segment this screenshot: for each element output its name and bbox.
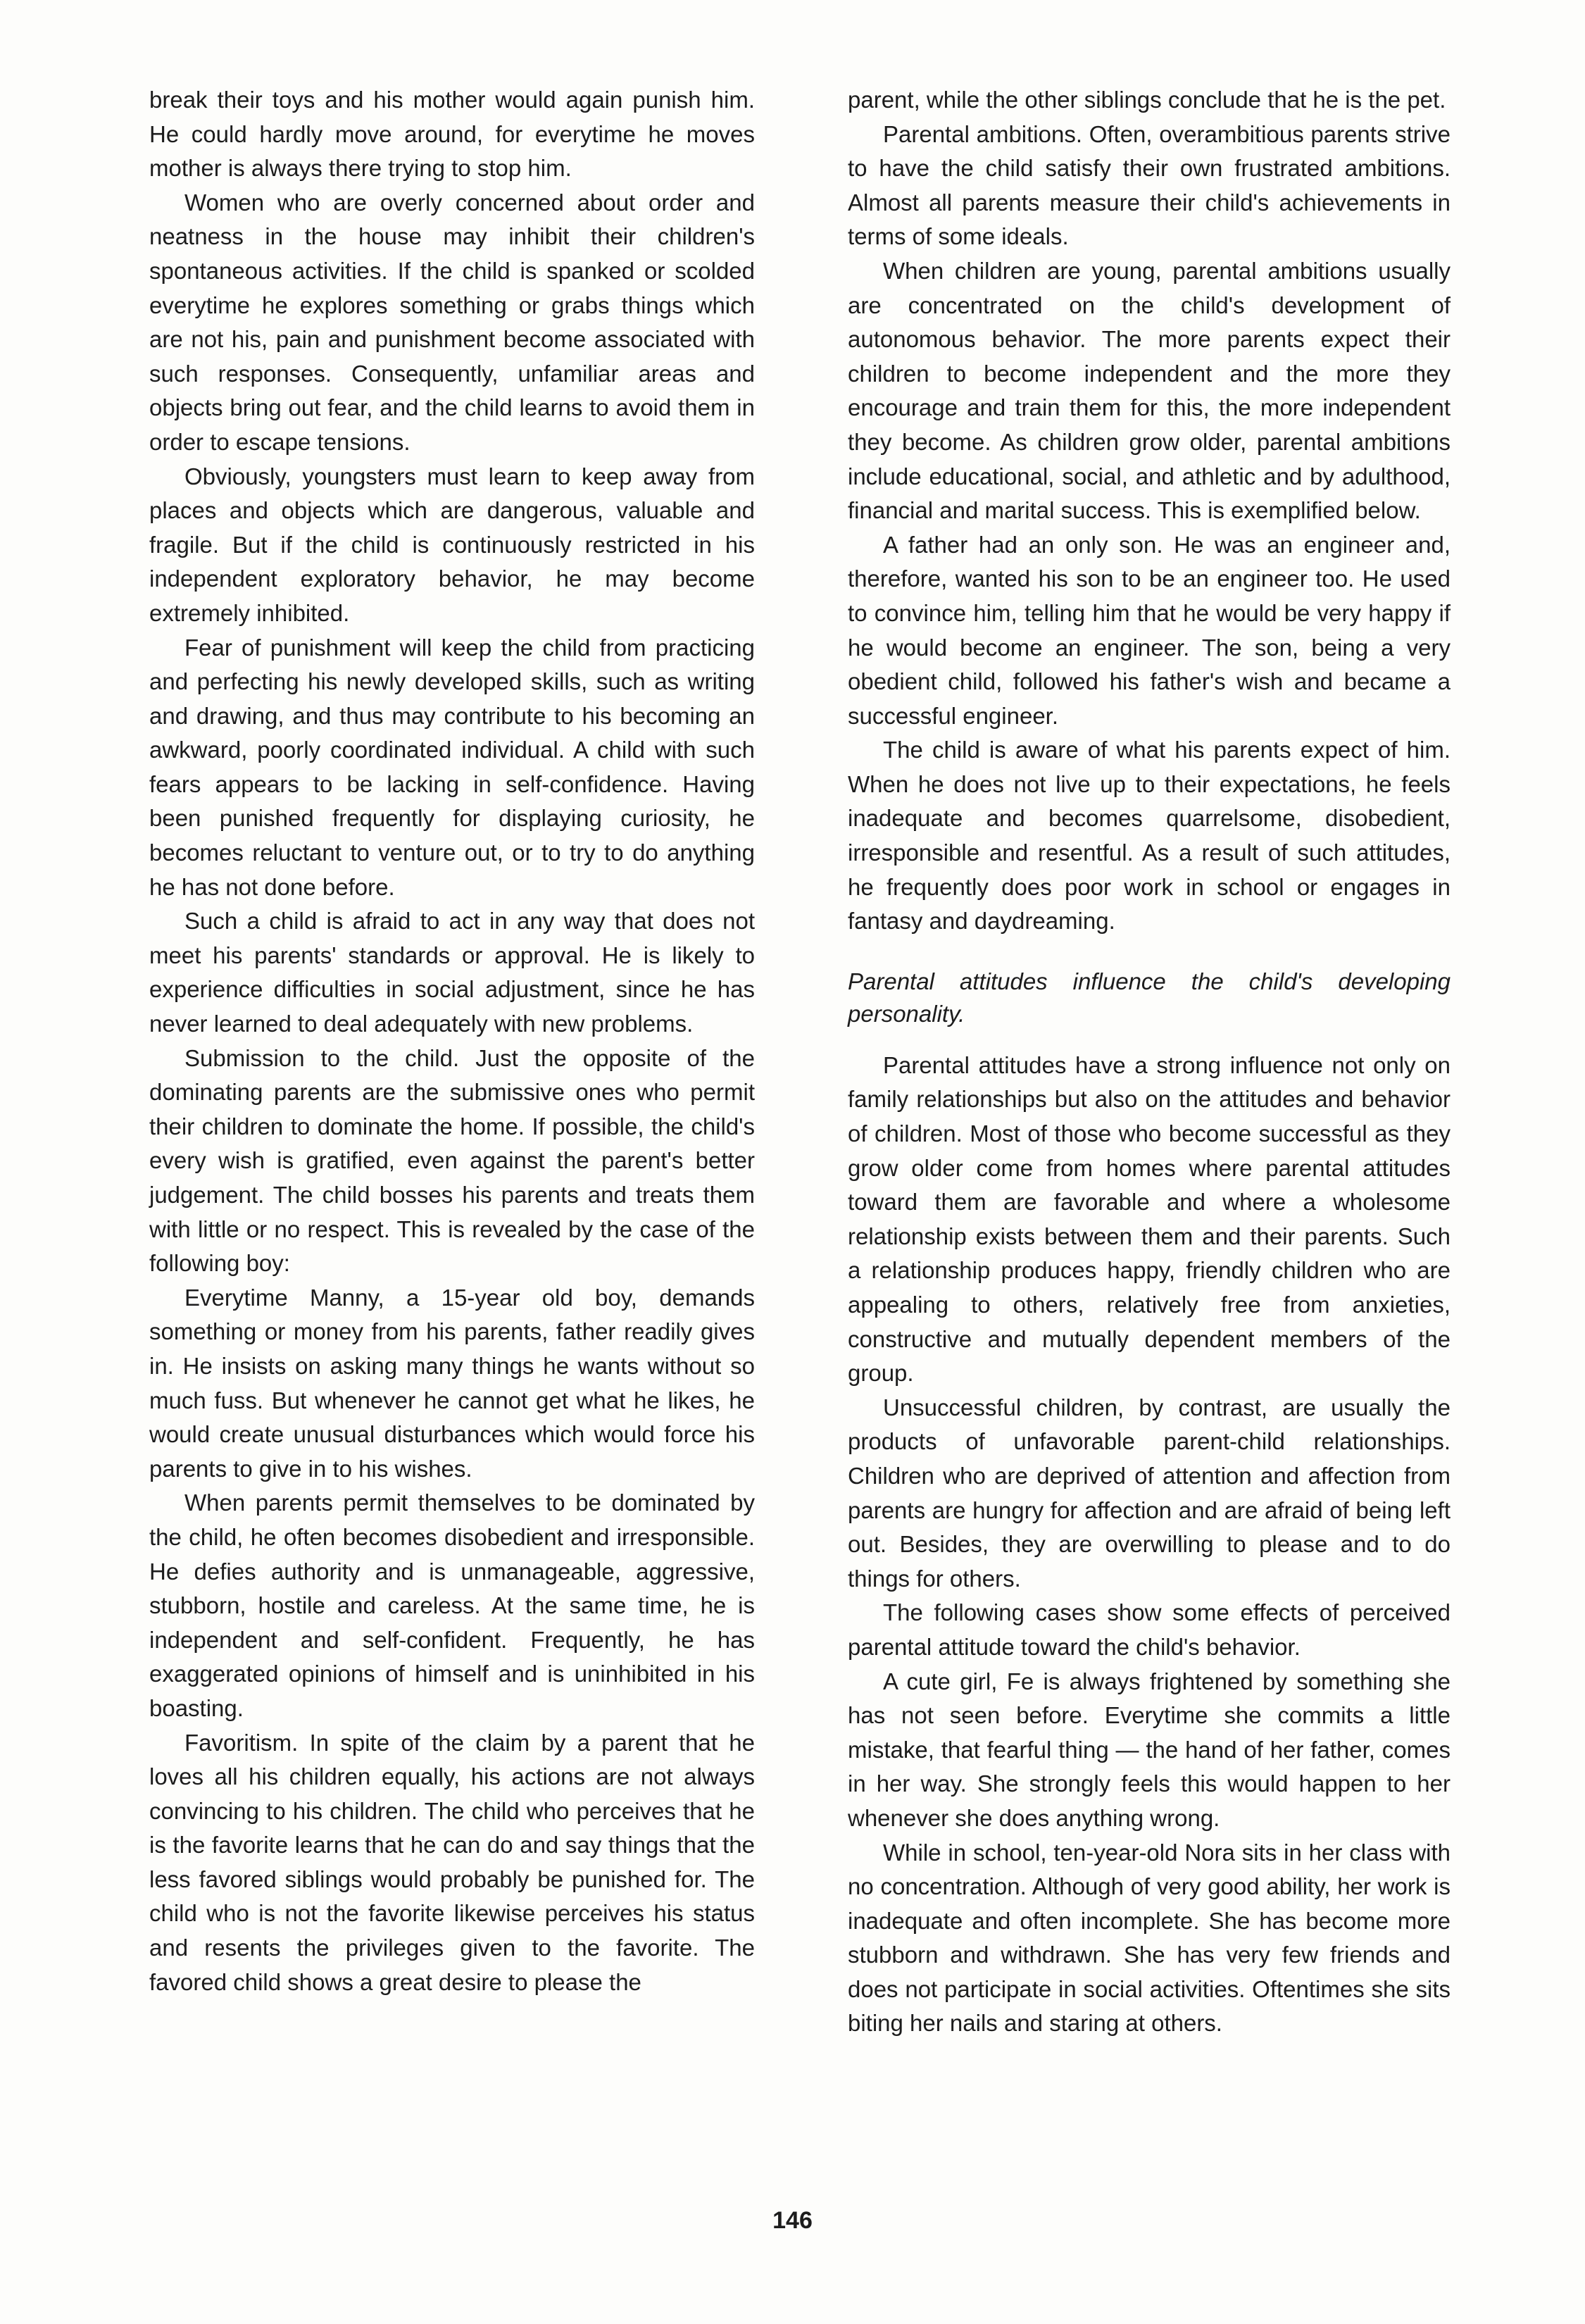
paragraph: The child is aware of what his parents expect of him. When he does not live up to their expectations, he feels inadequate and becomes quarrelsome, disobedient, irresponsible and resentful. As a result of such attitudes, he frequently does poor work in school or engages in fantasy and daydreaming. bbox=[848, 737, 1451, 935]
paragraph: parent, while the other siblings conclude that he is the pet. bbox=[848, 87, 1446, 113]
paragraph: Parental ambitions. Often, overambitious parents strive to have the child satisfy their own frustrated ambitions. Almost all parents measure their child's achievements in terms of some ideals. bbox=[848, 120, 1451, 250]
paragraph: A cute girl, Fe is always frightened by something she has not seen before. Everytime she commits a little mistake, that fearful thing — the hand of her father, comes in her way. She strongly feels this would happen to her whenever she does anything wrong. bbox=[848, 1668, 1451, 1831]
paragraph: When children are young, parental ambitions usually are concentrated on the child's development of autonomous behavior. The more parents expect their children to become independent and the more they encourage and train them for this, the more independent they become. As children grow older, parental ambitions include educational, social, and athletic and by adulthood, financial and marital success. This is exemplified below. bbox=[848, 257, 1451, 524]
right-column bbox=[848, 83, 1451, 2041]
paragraph: Parental attitudes have a strong influence not only on family relationships but also on the attitudes and behavior of children. Most of those who become successful as they grow older come from homes where parental attitudes toward them are favorable and where a wholesome relationship exists between them and their parents. Such a relationship produces happy, friendly children who are appealing to others, relatively free from anxieties, constructive and mutually dependent members of the group. bbox=[848, 1051, 1451, 1387]
section-heading: Parental attitudes influence the child's developing personality. bbox=[848, 968, 1451, 1027]
paragraph: A father had an only son. He was an engineer and, therefore, wanted his son to be an engineer too. He used to convince him, telling him that he would be very happy if he would become an engineer. The son, being a very obedient child, followed his father's wish and became a successful engineer. bbox=[848, 531, 1451, 729]
page-number: 146 bbox=[772, 2207, 813, 2234]
paragraph: Everytime Manny, a 15-year old boy, demands something or money from his parents, father readily gives in. He insists on asking many things he wants without so much fuss. But whenever he cannot get what he likes, he would create unusual disturbances which would force his parents to give in to his wishes. bbox=[149, 1284, 755, 1482]
paragraph: Submission to the child. Just the opposite of the dominating parents are the submissive ones who permit their children to dominate the home. If possible, the child's every wish is gratified, even against the parent's better judgement. The child bosses his parents and treats them with little or no respect. This is revealed by the case of the following boy: bbox=[149, 1044, 755, 1277]
left-column bbox=[149, 83, 755, 1999]
paragraph: While in school, ten-year-old Nora sits in her class with no concentration. Although of very good ability, her work is inadequate and often incomplete. She has become more stubborn and withdrawn. She has very few friends and does not participate in social activities. Oftentimes she sits biting her nails and staring at others. bbox=[848, 1839, 1451, 2037]
paragraph: Favoritism. In spite of the claim by a parent that he loves all his children equally, his actions are not always convincing to his children. The child who perceives that he is the favorite learns that he can do and say things that the less favored siblings would probably be punished for. The child who is not the favorite likewise perceives his status and resents the privileges given to the favorite. The favored child shows a great desire to please the bbox=[149, 1729, 755, 1995]
paragraph: Unsuccessful children, by contrast, are usually the products of unfavorable parent-child relationships. Children who are deprived of attention and affection from parents are hungry for affection and are afraid of being left out. Besides, they are overwilling to please and to do things for others. bbox=[848, 1394, 1451, 1592]
paragraph: The following cases show some effects of perceived parental attitude toward the child's behavior. bbox=[848, 1599, 1451, 1660]
paragraph: When parents permit themselves to be dominated by the child, he often becomes disobedient and irresponsible. He defies authority and is unmanageable, aggressive, stubborn, hostile and careless. At the same time, he is independent and self-confident. Frequently, he has exaggerated opinions of himself and is uninhibited in his boasting. bbox=[149, 1489, 755, 1721]
paragraph: Fear of punishment will keep the child from practicing and perfecting his newly developed skills, such as writing and drawing, and thus may contribute to his becoming an awkward, poorly coordinated individual. A child with such fears appears to be lacking in self-confidence. Having been punished frequently for displaying curiosity, he becomes reluctant to venture out, or to try to do anything he has not done before. bbox=[149, 634, 755, 900]
paragraph: break their toys and his mother would again punish him. He could hardly move around, for everytime he moves mother is always there trying to stop him. bbox=[149, 87, 755, 182]
paragraph: Obviously, youngsters must learn to keep away from places and objects which are dangerous, valuable and fragile. But if the child is continuously restricted in his independent exploratory behavior, he may become extremely inhibited. bbox=[149, 463, 755, 626]
paragraph: Women who are overly concerned about order and neatness in the house may inhibit their children's spontaneous activities. If the child is spanked or scolded everytime he explores something or grabs things which are not his, pain and punishment become associated with such responses. Consequently, unfamiliar areas and objects bring out fear, and the child learns to avoid them in order to escape tensions. bbox=[149, 189, 755, 455]
paragraph: Such a child is afraid to act in any way that does not meet his parents' standards or approval. He is likely to experience difficulties in social adjustment, since he has never learned to deal adequately with new problems. bbox=[149, 908, 755, 1037]
